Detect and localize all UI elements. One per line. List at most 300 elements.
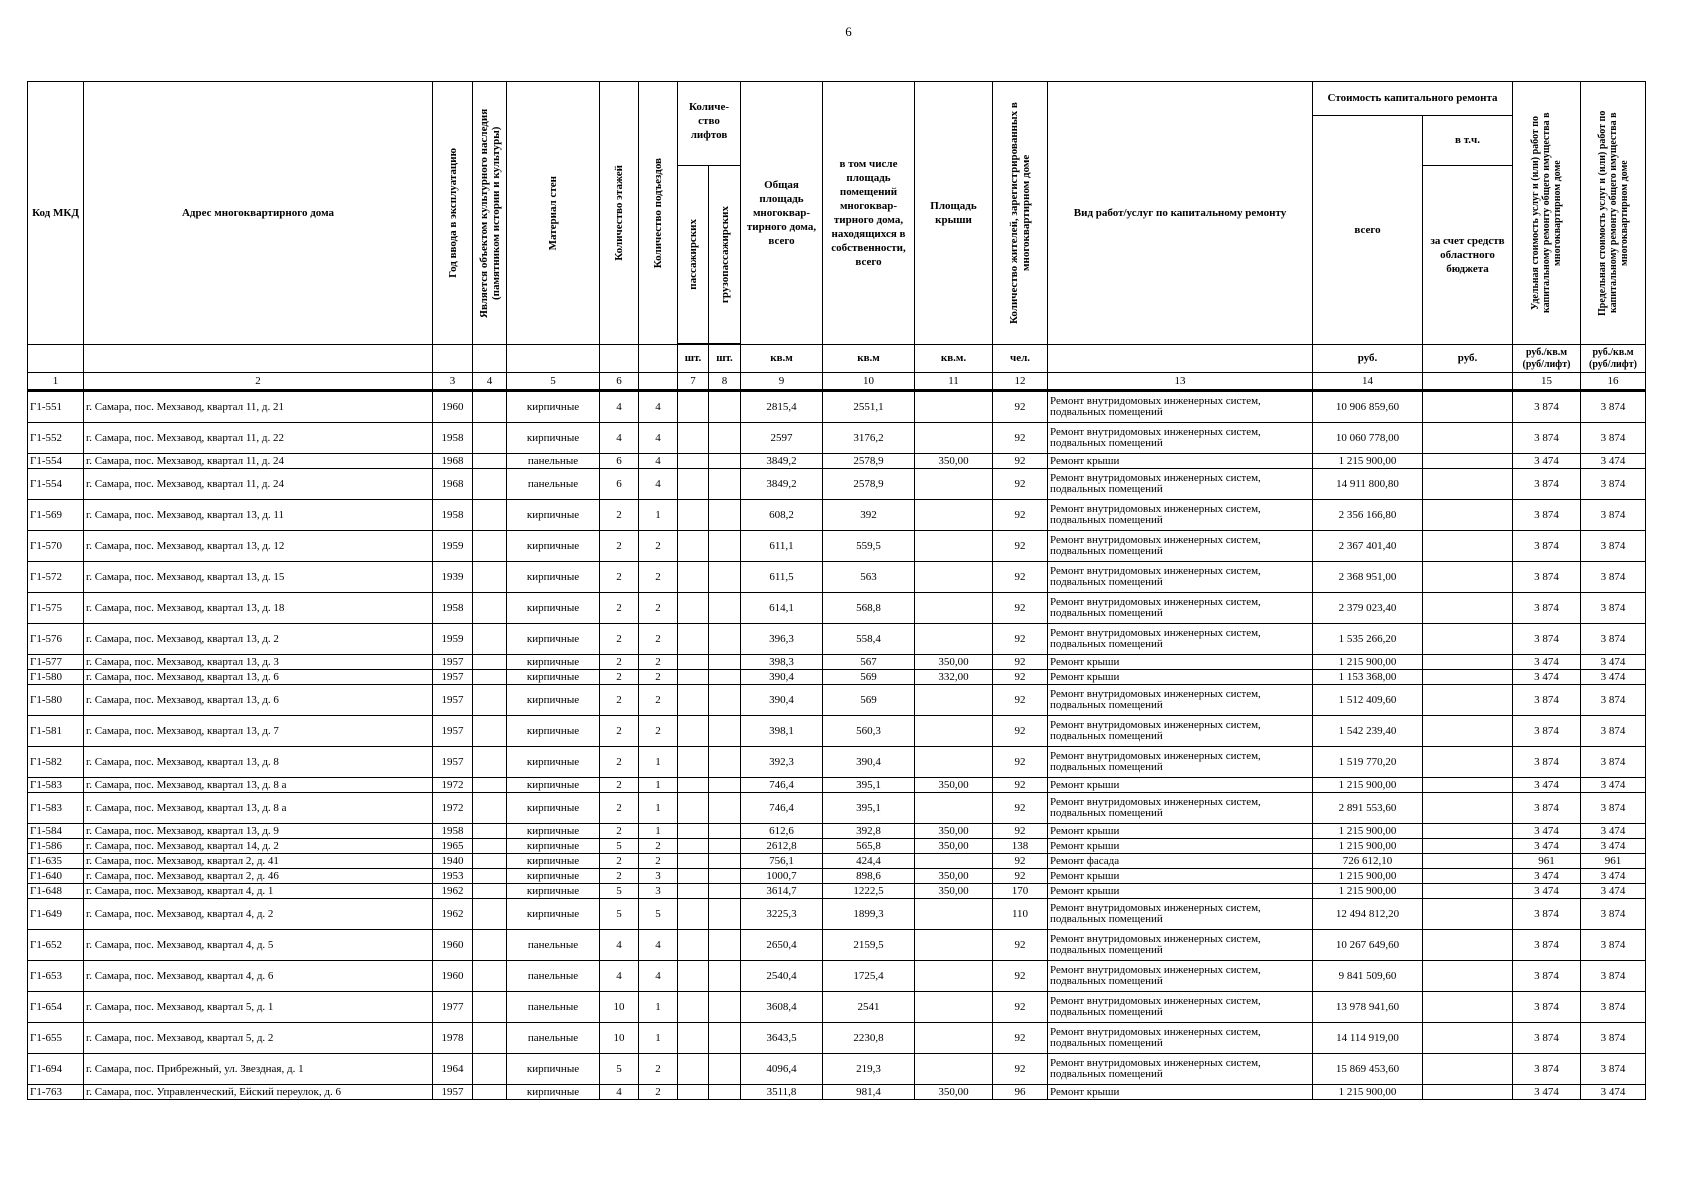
max-cost-cell: 3 474 (1581, 824, 1646, 839)
area-total-cell: 3225,3 (741, 899, 823, 930)
lifts-pass-cell (678, 500, 709, 531)
heritage-cell (473, 899, 507, 930)
work-type-cell: Ремонт крыши (1048, 1085, 1313, 1100)
cost-total-cell: 1 215 900,00 (1313, 824, 1423, 839)
entrances-cell: 1 (639, 747, 678, 778)
floors-cell: 2 (600, 531, 639, 562)
area-total-cell: 611,5 (741, 562, 823, 593)
area-owned-cell: 2541 (823, 992, 915, 1023)
residents-cell: 96 (993, 1085, 1048, 1100)
walls-cell: кирпичные (507, 685, 600, 716)
address-cell: г. Самара, пос. Мехзавод, квартал 13, д. 2 (84, 624, 433, 655)
work-type-cell: Ремонт внутридомовых инженерных систем, подвальных помещений (1048, 1054, 1313, 1085)
max-cost-cell: 3 874 (1581, 899, 1646, 930)
walls-cell: панельные (507, 1023, 600, 1054)
unit-cost-cell: 3 874 (1513, 500, 1581, 531)
max-cost-cell: 3 874 (1581, 716, 1646, 747)
address-cell: г. Самара, пос. Мехзавод, квартал 13, д. 12 (84, 531, 433, 562)
code-cell: Г1-652 (28, 930, 84, 961)
area-total-cell: 746,4 (741, 778, 823, 793)
walls-cell: кирпичные (507, 869, 600, 884)
column-numbers-row (28, 373, 1646, 391)
work-type-cell: Ремонт внутридомовых инженерных систем, подвальных помещений (1048, 423, 1313, 454)
cost-regional-cell (1423, 899, 1513, 930)
address-cell: г. Самара, пос. Мехзавод, квартал 5, д. 1 (84, 992, 433, 1023)
address-cell: г. Самара, пос. Управленческий, Ейский переулок, д. 6 (84, 1085, 433, 1100)
lifts-pass-cell (678, 930, 709, 961)
column-number: 14 (1313, 373, 1423, 391)
lifts-pass-cell (678, 469, 709, 500)
area-total-cell: 3849,2 (741, 469, 823, 500)
heritage-cell (473, 1085, 507, 1100)
floors-cell: 2 (600, 824, 639, 839)
max-cost-cell: 3 874 (1581, 992, 1646, 1023)
unit-cost-cell: 3 874 (1513, 685, 1581, 716)
unit-cost-cell: 3 474 (1513, 454, 1581, 469)
walls-cell: кирпичные (507, 500, 600, 531)
address-cell: г. Самара, пос. Мехзавод, квартал 13, д. 11 (84, 500, 433, 531)
entrances-cell: 4 (639, 469, 678, 500)
area-total-cell: 1000,7 (741, 869, 823, 884)
residents-cell: 92 (993, 624, 1048, 655)
work-type-cell: Ремонт внутридомовых инженерных систем, подвальных помещений (1048, 793, 1313, 824)
table-row (28, 531, 1646, 562)
max-cost-cell: 3 874 (1581, 562, 1646, 593)
year-cell: 1960 (433, 961, 473, 992)
code-cell: Г1-649 (28, 899, 84, 930)
max-cost-cell: 3 874 (1581, 1054, 1646, 1085)
entrances-cell: 2 (639, 854, 678, 869)
cost-regional-cell (1423, 685, 1513, 716)
area-total-cell: 3608,4 (741, 992, 823, 1023)
column-number: 5 (507, 373, 600, 391)
cost-regional-cell (1423, 1085, 1513, 1100)
year-cell: 1957 (433, 685, 473, 716)
address-cell: г. Самара, пос. Мехзавод, квартал 13, д. 8 а (84, 793, 433, 824)
header-address: Адрес многоквартирного дома (84, 82, 433, 345)
roof-area-cell: 332,00 (915, 670, 993, 685)
area-owned-cell: 569 (823, 685, 915, 716)
residents-cell: 92 (993, 423, 1048, 454)
header-cost: Стоимость капитального ремонта (1313, 82, 1513, 116)
lifts-cargo-cell (709, 899, 741, 930)
max-cost-cell: 961 (1581, 854, 1646, 869)
entrances-cell: 2 (639, 716, 678, 747)
lifts-cargo-cell (709, 778, 741, 793)
walls-cell: панельные (507, 454, 600, 469)
cost-regional-cell (1423, 423, 1513, 454)
work-type-cell: Ремонт крыши (1048, 824, 1313, 839)
floors-cell: 6 (600, 454, 639, 469)
roof-area-cell (915, 1023, 993, 1054)
max-cost-cell: 3 874 (1581, 531, 1646, 562)
year-cell: 1957 (433, 655, 473, 670)
roof-area-cell: 350,00 (915, 869, 993, 884)
roof-area-cell (915, 793, 993, 824)
year-cell: 1959 (433, 624, 473, 655)
entrances-cell: 1 (639, 778, 678, 793)
code-cell: Г1-584 (28, 824, 84, 839)
roof-area-cell (915, 685, 993, 716)
floors-cell: 2 (600, 747, 639, 778)
table-row (28, 778, 1646, 793)
heritage-cell (473, 778, 507, 793)
work-type-cell: Ремонт внутридомовых инженерных систем, подвальных помещений (1048, 500, 1313, 531)
area-owned-cell: 1725,4 (823, 961, 915, 992)
area-owned-cell: 3176,2 (823, 423, 915, 454)
entrances-cell: 2 (639, 839, 678, 854)
unit-area-owned: кв.м (823, 345, 915, 373)
area-owned-cell: 559,5 (823, 531, 915, 562)
unit-cost-cell: 3 874 (1513, 624, 1581, 655)
unit-unit-cost: руб./кв.м (руб/лифт) (1513, 345, 1581, 373)
lifts-cargo-cell (709, 793, 741, 824)
walls-cell: кирпичные (507, 391, 600, 423)
work-type-cell: Ремонт крыши (1048, 839, 1313, 854)
walls-cell: кирпичные (507, 778, 600, 793)
cost-total-cell: 10 906 859,60 (1313, 391, 1423, 423)
heritage-cell (473, 839, 507, 854)
walls-cell: панельные (507, 992, 600, 1023)
area-total-cell: 2815,4 (741, 391, 823, 423)
table-row (28, 824, 1646, 839)
roof-area-cell (915, 391, 993, 423)
column-number: 8 (709, 373, 741, 391)
header-floors: Количество этажей (613, 165, 625, 261)
area-total-cell: 3849,2 (741, 454, 823, 469)
area-owned-cell: 395,1 (823, 778, 915, 793)
entrances-cell: 4 (639, 391, 678, 423)
year-cell: 1972 (433, 778, 473, 793)
header-area-total: Общая площадь многоквар-тирного дома, всего (741, 82, 823, 345)
area-owned-cell: 392,8 (823, 824, 915, 839)
header-lifts-pass: пассажирских (687, 219, 699, 290)
lifts-pass-cell (678, 793, 709, 824)
area-owned-cell: 424,4 (823, 854, 915, 869)
walls-cell: кирпичные (507, 884, 600, 899)
cost-regional-cell (1423, 930, 1513, 961)
roof-area-cell: 350,00 (915, 655, 993, 670)
cost-total-cell: 2 356 166,80 (1313, 500, 1423, 531)
floors-cell: 10 (600, 992, 639, 1023)
year-cell: 1953 (433, 869, 473, 884)
entrances-cell: 1 (639, 1023, 678, 1054)
unit-cost-cell: 961 (1513, 854, 1581, 869)
column-number: 12 (993, 373, 1048, 391)
cost-total-cell: 2 367 401,40 (1313, 531, 1423, 562)
lifts-pass-cell (678, 854, 709, 869)
table-row (28, 747, 1646, 778)
floors-cell: 4 (600, 1085, 639, 1100)
unit-cost-cell: 3 874 (1513, 930, 1581, 961)
header-area-owned: в том числе площадь помещений многоквар-тирного дома, находящихся в собственности, всего (823, 82, 915, 345)
lifts-pass-cell (678, 884, 709, 899)
residents-cell: 92 (993, 1023, 1048, 1054)
heritage-cell (473, 391, 507, 423)
residents-cell: 92 (993, 562, 1048, 593)
heritage-cell (473, 1054, 507, 1085)
address-cell: г. Самара, пос. Мехзавод, квартал 11, д. 22 (84, 423, 433, 454)
work-type-cell: Ремонт внутридомовых инженерных систем, подвальных помещений (1048, 391, 1313, 423)
unit-area-total: кв.м (741, 345, 823, 373)
address-cell: г. Самара, пос. Мехзавод, квартал 4, д. 2 (84, 899, 433, 930)
address-cell: г. Самара, пос. Мехзавод, квартал 13, д. 7 (84, 716, 433, 747)
header-cost-incl: в т.ч. (1423, 116, 1513, 166)
table-row (28, 930, 1646, 961)
year-cell: 1972 (433, 793, 473, 824)
walls-cell: кирпичные (507, 854, 600, 869)
floors-cell: 2 (600, 854, 639, 869)
cost-total-cell: 2 379 023,40 (1313, 593, 1423, 624)
floors-cell: 2 (600, 562, 639, 593)
heritage-cell (473, 593, 507, 624)
year-cell: 1957 (433, 670, 473, 685)
table-row (28, 854, 1646, 869)
walls-cell: кирпичные (507, 716, 600, 747)
cost-regional-cell (1423, 793, 1513, 824)
cost-total-cell: 1 512 409,60 (1313, 685, 1423, 716)
floors-cell: 2 (600, 793, 639, 824)
work-type-cell: Ремонт крыши (1048, 655, 1313, 670)
heritage-cell (473, 884, 507, 899)
work-type-cell: Ремонт крыши (1048, 778, 1313, 793)
table-row (28, 423, 1646, 454)
cost-regional-cell (1423, 854, 1513, 869)
column-number (1423, 373, 1513, 391)
unit-cost-cell: 3 874 (1513, 531, 1581, 562)
work-type-cell: Ремонт внутридомовых инженерных систем, подвальных помещений (1048, 930, 1313, 961)
header-heritage: Является объектом культурного наследия (памятником истории и культуры) (477, 108, 502, 318)
max-cost-cell: 3 874 (1581, 593, 1646, 624)
year-cell: 1957 (433, 1085, 473, 1100)
cost-total-cell: 15 869 453,60 (1313, 1054, 1423, 1085)
roof-area-cell (915, 562, 993, 593)
table-row (28, 562, 1646, 593)
lifts-pass-cell (678, 1054, 709, 1085)
floors-cell: 2 (600, 869, 639, 884)
year-cell: 1959 (433, 531, 473, 562)
table-row (28, 469, 1646, 500)
header-lifts: Количе-ство лифтов (678, 82, 741, 166)
area-total-cell: 398,1 (741, 716, 823, 747)
unit-cost-cell: 3 474 (1513, 869, 1581, 884)
unit-cost-cell: 3 874 (1513, 961, 1581, 992)
lifts-pass-cell (678, 562, 709, 593)
cost-regional-cell (1423, 747, 1513, 778)
cost-total-cell: 1 519 770,20 (1313, 747, 1423, 778)
entrances-cell: 4 (639, 961, 678, 992)
entrances-cell: 3 (639, 884, 678, 899)
residents-cell: 92 (993, 531, 1048, 562)
heritage-cell (473, 500, 507, 531)
lifts-cargo-cell (709, 685, 741, 716)
area-owned-cell: 2551,1 (823, 391, 915, 423)
cost-regional-cell (1423, 824, 1513, 839)
work-type-cell: Ремонт внутридомовых инженерных систем, подвальных помещений (1048, 716, 1313, 747)
area-owned-cell: 2578,9 (823, 454, 915, 469)
entrances-cell: 5 (639, 899, 678, 930)
floors-cell: 2 (600, 778, 639, 793)
walls-cell: кирпичные (507, 747, 600, 778)
walls-cell: кирпичные (507, 1054, 600, 1085)
heritage-cell (473, 961, 507, 992)
column-number: 16 (1581, 373, 1646, 391)
roof-area-cell (915, 992, 993, 1023)
code-cell: Г1-554 (28, 469, 84, 500)
residents-cell: 92 (993, 500, 1048, 531)
area-owned-cell: 981,4 (823, 1085, 915, 1100)
roof-area-cell (915, 624, 993, 655)
lifts-pass-cell (678, 716, 709, 747)
entrances-cell: 4 (639, 930, 678, 961)
lifts-cargo-cell (709, 839, 741, 854)
roof-area-cell: 350,00 (915, 1085, 993, 1100)
work-type-cell: Ремонт внутридомовых инженерных систем, подвальных помещений (1048, 899, 1313, 930)
cost-total-cell: 9 841 509,60 (1313, 961, 1423, 992)
heritage-cell (473, 469, 507, 500)
year-cell: 1957 (433, 747, 473, 778)
table-row (28, 1054, 1646, 1085)
lifts-pass-cell (678, 824, 709, 839)
entrances-cell: 1 (639, 500, 678, 531)
area-owned-cell: 1899,3 (823, 899, 915, 930)
code-cell: Г1-583 (28, 793, 84, 824)
area-owned-cell: 898,6 (823, 869, 915, 884)
walls-cell: кирпичные (507, 670, 600, 685)
column-number: 13 (1048, 373, 1313, 391)
max-cost-cell: 3 874 (1581, 685, 1646, 716)
unit-cost-cell: 3 874 (1513, 747, 1581, 778)
code-cell: Г1-577 (28, 655, 84, 670)
floors-cell: 2 (600, 500, 639, 531)
table-row (28, 670, 1646, 685)
area-total-cell: 608,2 (741, 500, 823, 531)
address-cell: г. Самара, пос. Мехзавод, квартал 4, д. 5 (84, 930, 433, 961)
entrances-cell: 2 (639, 531, 678, 562)
cost-total-cell: 1 215 900,00 (1313, 884, 1423, 899)
area-owned-cell: 1222,5 (823, 884, 915, 899)
lifts-cargo-cell (709, 1054, 741, 1085)
year-cell: 1958 (433, 593, 473, 624)
walls-cell: панельные (507, 961, 600, 992)
work-type-cell: Ремонт внутридомовых инженерных систем, подвальных помещений (1048, 747, 1313, 778)
unit-cost-cell: 3 474 (1513, 655, 1581, 670)
residents-cell: 92 (993, 961, 1048, 992)
max-cost-cell: 3 474 (1581, 454, 1646, 469)
max-cost-cell: 3 874 (1581, 500, 1646, 531)
floors-cell: 6 (600, 469, 639, 500)
header-roof-area: Площадь крыши (915, 82, 993, 345)
cost-regional-cell (1423, 869, 1513, 884)
residents-cell: 110 (993, 899, 1048, 930)
lifts-cargo-cell (709, 562, 741, 593)
heritage-cell (473, 992, 507, 1023)
table-row (28, 655, 1646, 670)
code-cell: Г1-635 (28, 854, 84, 869)
cost-regional-cell (1423, 670, 1513, 685)
lifts-cargo-cell (709, 655, 741, 670)
heritage-cell (473, 716, 507, 747)
unit-cost-cell: 3 874 (1513, 899, 1581, 930)
floors-cell: 4 (600, 930, 639, 961)
column-number: 9 (741, 373, 823, 391)
max-cost-cell: 3 474 (1581, 778, 1646, 793)
lifts-pass-cell (678, 685, 709, 716)
roof-area-cell (915, 500, 993, 531)
residents-cell: 92 (993, 1054, 1048, 1085)
unit-max-cost: руб./кв.м (руб/лифт) (1581, 345, 1646, 373)
lifts-pass-cell (678, 531, 709, 562)
work-type-cell: Ремонт внутридомовых инженерных систем, подвальных помещений (1048, 992, 1313, 1023)
cost-total-cell: 1 215 900,00 (1313, 655, 1423, 670)
area-owned-cell: 392 (823, 500, 915, 531)
max-cost-cell: 3 874 (1581, 423, 1646, 454)
code-cell: Г1-576 (28, 624, 84, 655)
entrances-cell: 2 (639, 685, 678, 716)
area-owned-cell: 395,1 (823, 793, 915, 824)
code-cell: Г1-653 (28, 961, 84, 992)
walls-cell: кирпичные (507, 899, 600, 930)
lifts-cargo-cell (709, 716, 741, 747)
cost-total-cell: 1 215 900,00 (1313, 454, 1423, 469)
year-cell: 1958 (433, 824, 473, 839)
cost-total-cell: 10 060 778,00 (1313, 423, 1423, 454)
lifts-cargo-cell (709, 1085, 741, 1100)
address-cell: г. Самара, пос. Мехзавод, квартал 13, д. 6 (84, 670, 433, 685)
max-cost-cell: 3 474 (1581, 839, 1646, 854)
header-work-type: Вид работ/услуг по капитальному ремонту (1048, 82, 1313, 345)
code-cell: Г1-580 (28, 670, 84, 685)
walls-cell: кирпичные (507, 593, 600, 624)
unit-cost-cell: 3 874 (1513, 593, 1581, 624)
year-cell: 1977 (433, 992, 473, 1023)
capital-repair-table (27, 81, 1646, 1100)
column-number: 2 (84, 373, 433, 391)
address-cell: г. Самара, пос. Мехзавод, квартал 4, д. 1 (84, 884, 433, 899)
floors-cell: 4 (600, 423, 639, 454)
work-type-cell: Ремонт крыши (1048, 884, 1313, 899)
unit-cost-cell: 3 474 (1513, 1085, 1581, 1100)
lifts-cargo-cell (709, 869, 741, 884)
floors-cell: 5 (600, 899, 639, 930)
area-total-cell: 614,1 (741, 593, 823, 624)
code-cell: Г1-581 (28, 716, 84, 747)
cost-total-cell: 2 891 553,60 (1313, 793, 1423, 824)
area-total-cell: 3511,8 (741, 1085, 823, 1100)
roof-area-cell (915, 854, 993, 869)
address-cell: г. Самара, пос. Мехзавод, квартал 11, д. 24 (84, 454, 433, 469)
work-type-cell: Ремонт внутридомовых инженерных систем, подвальных помещений (1048, 1023, 1313, 1054)
area-total-cell: 612,6 (741, 824, 823, 839)
walls-cell: кирпичные (507, 562, 600, 593)
lifts-pass-cell (678, 624, 709, 655)
cost-regional-cell (1423, 884, 1513, 899)
area-total-cell: 398,3 (741, 655, 823, 670)
page-number: 6 (845, 24, 852, 39)
unit-cost-cell: 3 474 (1513, 839, 1581, 854)
entrances-cell: 2 (639, 562, 678, 593)
lifts-cargo-cell (709, 854, 741, 869)
roof-area-cell: 350,00 (915, 454, 993, 469)
code-cell: Г1-694 (28, 1054, 84, 1085)
work-type-cell: Ремонт крыши (1048, 869, 1313, 884)
roof-area-cell (915, 423, 993, 454)
heritage-cell (473, 747, 507, 778)
work-type-cell: Ремонт внутридомовых инженерных систем, подвальных помещений (1048, 469, 1313, 500)
table-row (28, 992, 1646, 1023)
year-cell: 1960 (433, 930, 473, 961)
residents-cell: 92 (993, 593, 1048, 624)
